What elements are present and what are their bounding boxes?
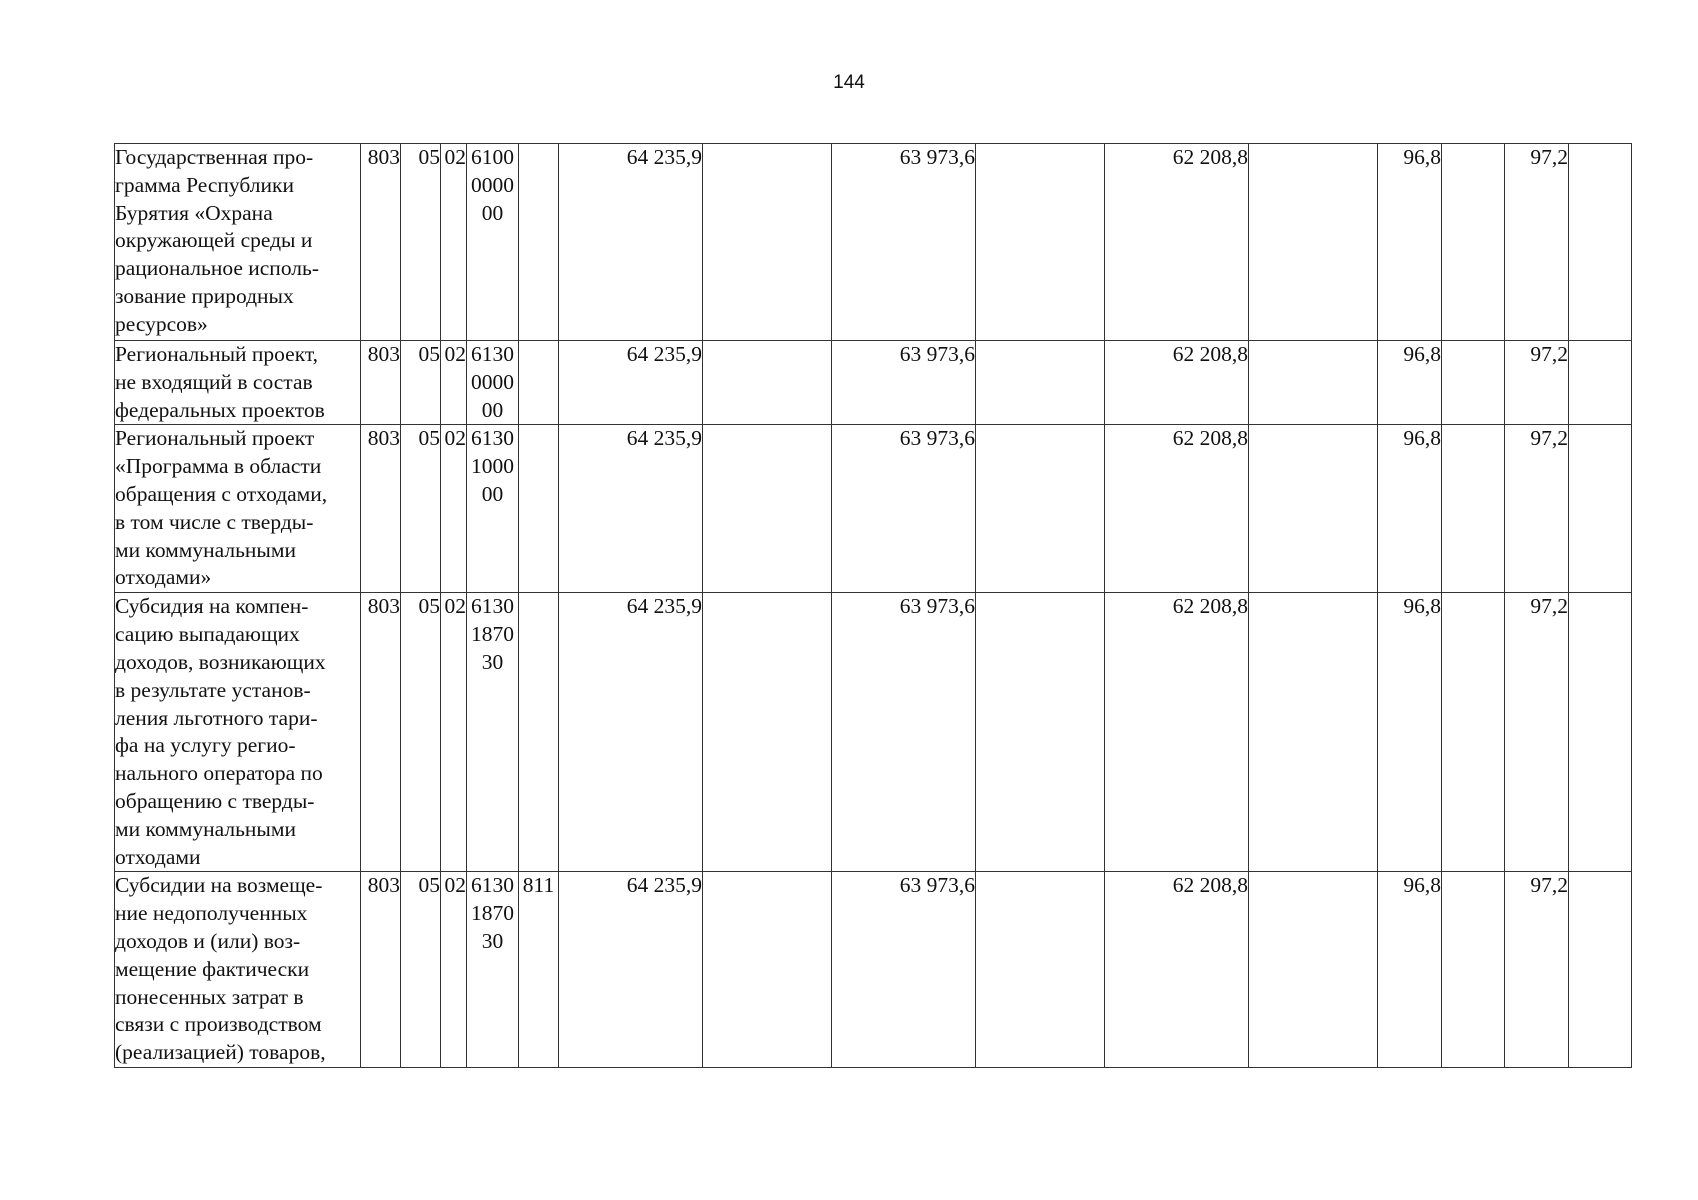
table-row [115,872,1632,1068]
target-code [467,872,519,1068]
target-code-line: 0000 [471,172,514,197]
item-name-line: доходов и (или) воз- [115,928,301,953]
item-name-line: сацию выпадающих [115,622,300,647]
ministry-code: 803 [361,144,401,341]
item-name-line: (реализацией) товаров, [115,1040,326,1065]
empty-cell [1249,425,1378,593]
empty-cell [703,144,832,341]
empty-cell [703,341,832,425]
target-code-line: 00 [481,481,504,506]
empty-cell [703,872,832,1068]
value-3: 62 208,8 [1105,144,1249,341]
item-name-line: зование природных [115,283,294,308]
target-code [467,593,519,872]
target-code [467,341,519,425]
percent-1: 96,8 [1378,144,1442,341]
empty-cell [1569,425,1632,593]
value-2: 63 973,6 [832,341,976,425]
subsection-code: 02 [441,593,467,872]
target-code [467,144,519,341]
percent-2: 97,2 [1505,144,1569,341]
target-code-line: 1870 [471,901,514,926]
target-code-line: 6130 [471,873,514,898]
item-name-line: доходов, возникающих [115,649,326,674]
item-name [115,872,361,1068]
value-2: 63 973,6 [832,144,976,341]
table-row [115,593,1632,872]
item-name-line: отходами [115,844,201,869]
empty-cell [1442,341,1505,425]
expense-type-code [519,425,559,593]
empty-cell [976,593,1105,872]
ministry-code: 803 [361,593,401,872]
value-1: 64 235,9 [559,144,703,341]
target-code-line: 6130 [471,426,514,451]
percent-2: 97,2 [1505,593,1569,872]
item-name-line: рациональное исполь- [115,256,319,281]
item-name [115,341,361,425]
section-code: 05 [401,872,441,1068]
value-2: 63 973,6 [832,872,976,1068]
target-code-line: 30 [481,649,504,674]
item-name-line: ресурсов» [115,311,208,336]
percent-1: 96,8 [1378,341,1442,425]
item-name-line: окружающей среды и [115,228,313,253]
item-name-line: нального оператора по [115,761,323,786]
ministry-code: 803 [361,872,401,1068]
item-name-line: «Программа в области [115,454,322,479]
value-2: 63 973,6 [832,593,976,872]
percent-1: 96,8 [1378,593,1442,872]
item-name-line: Субсидия на компен- [115,594,309,619]
empty-cell [976,144,1105,341]
item-name-line: отходами» [115,565,212,590]
value-1: 64 235,9 [559,341,703,425]
percent-2: 97,2 [1505,341,1569,425]
ministry-code: 803 [361,425,401,593]
item-name-line: Государственная про- [115,145,314,169]
value-3: 62 208,8 [1105,593,1249,872]
section-code: 05 [401,425,441,593]
target-code-line: 6100 [471,145,514,169]
empty-cell [1569,144,1632,341]
empty-cell [976,341,1105,425]
page-number: 144 [833,72,865,93]
item-name-line: ми коммунальными [115,816,296,841]
table-row [115,425,1632,593]
item-name-line: обращению с тверды- [115,788,315,813]
value-3: 62 208,8 [1105,341,1249,425]
target-code-line: 30 [481,928,504,953]
section-code: 05 [401,341,441,425]
item-name-line: федеральных проектов [115,397,325,422]
subsection-code: 02 [441,425,467,593]
target-code-line: 00 [481,200,504,225]
empty-cell [976,425,1105,593]
target-code-line: 6130 [471,594,514,619]
value-2: 63 973,6 [832,425,976,593]
item-name-line: Субсидии на возмеще- [115,873,323,898]
table-row [115,341,1632,425]
item-name-line: ми коммунальными [115,537,296,562]
item-name-line: мещение фактически [115,956,310,981]
empty-cell [1249,144,1378,341]
percent-1: 96,8 [1378,425,1442,593]
empty-cell [1569,872,1632,1068]
item-name-line: грамма Республики [115,172,294,197]
item-name-line: ления льготного тари- [115,705,318,730]
expense-type-code [519,341,559,425]
empty-cell [1249,341,1378,425]
empty-cell [1442,872,1505,1068]
empty-cell [1442,144,1505,341]
value-3: 62 208,8 [1105,425,1249,593]
value-3: 62 208,8 [1105,872,1249,1068]
item-name [115,593,361,872]
expense-type-code: 811 [519,872,559,1068]
item-name-line: понесенных затрат в [115,984,304,1009]
value-1: 64 235,9 [559,872,703,1068]
percent-2: 97,2 [1505,425,1569,593]
empty-cell [1249,872,1378,1068]
item-name-line: Бурятия «Охрана [115,200,273,225]
expense-type-code [519,144,559,341]
target-code [467,425,519,593]
target-code-line: 1870 [471,622,514,647]
target-code-line: 0000 [471,369,514,394]
empty-cell [703,425,832,593]
empty-cell [1249,593,1378,872]
item-name-line: в том числе с тверды- [115,509,314,534]
item-name-line: не входящий в состав [115,369,313,394]
percent-1: 96,8 [1378,872,1442,1068]
empty-cell [976,872,1105,1068]
subsection-code: 02 [441,872,467,1068]
empty-cell [1442,425,1505,593]
item-name-line: Региональный проект [115,426,315,451]
expense-type-code [519,593,559,872]
section-code: 05 [401,144,441,341]
empty-cell [1442,593,1505,872]
item-name-line: ние недополученных [115,901,308,926]
target-code-line: 00 [481,397,504,422]
target-code-line: 1000 [471,454,514,479]
empty-cell [1569,593,1632,872]
empty-cell [1569,341,1632,425]
percent-2: 97,2 [1505,872,1569,1068]
item-name [115,425,361,593]
item-name-line: связи с производством [115,1012,322,1037]
item-name-line: обращения с отходами, [115,481,328,506]
value-1: 64 235,9 [559,593,703,872]
value-1: 64 235,9 [559,425,703,593]
target-code-line: 6130 [471,342,514,366]
budget-table [114,143,1632,1068]
subsection-code: 02 [441,341,467,425]
item-name [115,144,361,341]
item-name-line: фа на услугу регио- [115,733,296,758]
subsection-code: 02 [441,144,467,341]
section-code: 05 [401,593,441,872]
item-name-line: Региональный проект, [115,342,319,366]
item-name-line: в результате установ- [115,677,311,702]
ministry-code: 803 [361,341,401,425]
table-row [115,144,1632,341]
empty-cell [703,593,832,872]
